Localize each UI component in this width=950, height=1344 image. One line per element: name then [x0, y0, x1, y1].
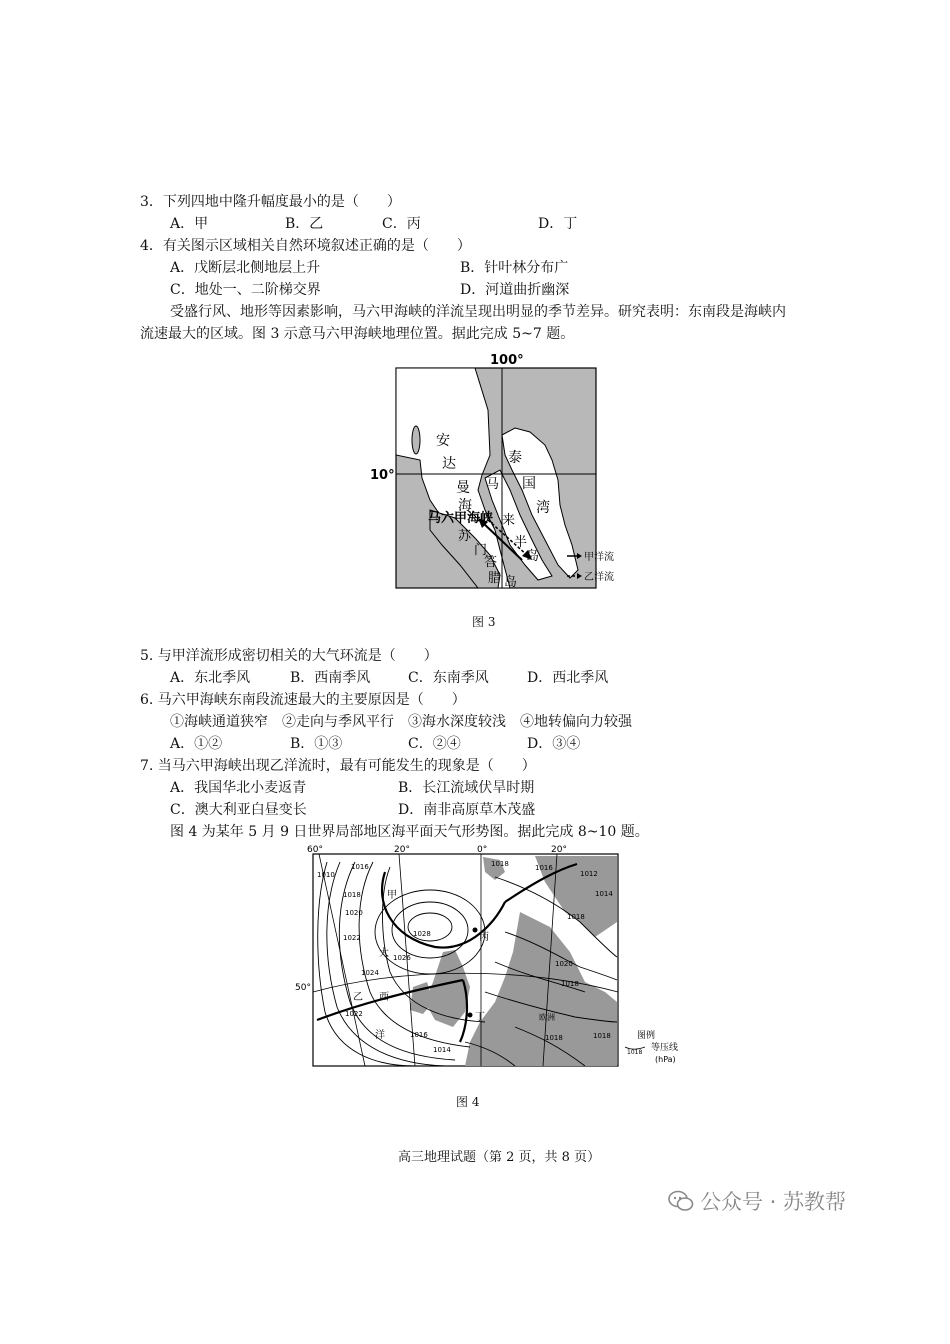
fig4-legend-title: 图例 [637, 1031, 656, 1041]
isobar-label: 1028 [413, 930, 431, 938]
isobar-label: 1026 [393, 954, 411, 962]
fig4-lon-1: 20° [394, 845, 410, 855]
q5-option-b: B．西南季风 [290, 670, 371, 686]
fig4-legend-text: 等压线 [651, 1043, 679, 1053]
isobar-label: 1018 [561, 980, 579, 988]
fig3-label-su: 苏 [458, 529, 472, 544]
watermark [668, 1186, 846, 1216]
fig3-label-la: 腊 [488, 571, 502, 586]
isobar-label: 1020 [555, 960, 573, 968]
fig3-label-wan: 湾 [536, 500, 550, 516]
fig3-label-da: 达 [442, 456, 456, 472]
fig3-label-hai: 海 [458, 498, 472, 514]
fig4-label-bing: 丙 [479, 932, 489, 943]
fig3-label-men: 门 [474, 543, 488, 558]
q4-option-d: D．河道曲折幽深 [460, 282, 570, 298]
isobar-label: 1018 [567, 913, 585, 921]
isobar-label: 1018 [545, 1034, 563, 1042]
isobar-label: 1012 [580, 870, 598, 878]
fig4-label-xi: 西 [379, 992, 389, 1003]
q6-option-c: C．②④ [408, 736, 461, 752]
q7-option-d: D．南非高原草木茂盛 [398, 802, 536, 818]
intro-8-10: 图 4 为某年 5 月 9 日世界局部地区海平面天气形势图。据此完成 8~10 题。 [170, 824, 649, 840]
q7-option-a: A．我国华北小麦返青 [170, 780, 307, 796]
isobar-label: 1018 [593, 1032, 611, 1040]
fig3-legend-a: 甲洋流 [584, 552, 614, 563]
isobar-label: 1018 [343, 891, 361, 899]
q4-option-a: A．戊断层北侧地层上升 [170, 260, 321, 276]
isobar-label: 1024 [361, 969, 379, 977]
fig3-label-ma: 马 [486, 477, 500, 492]
figure-4-map [295, 842, 705, 1072]
figure-4-caption: 图 4 [456, 1095, 480, 1109]
isobar-label: 1014 [595, 890, 613, 898]
fig3-lon-label: 100° [490, 353, 524, 368]
page-footer: 高三地理试题（第 2 页，共 8 页） [398, 1150, 601, 1165]
q5-option-c: C．东南季风 [408, 670, 489, 686]
q5-option-a: A．东北季风 [170, 670, 251, 686]
fig3-label-da2: 答 [484, 555, 498, 570]
q5-stem: 5. 与甲洋流形成密切相关的大气环流是（ ） [140, 648, 438, 664]
fig3-label-tai: 泰 [508, 450, 522, 466]
figure-3-map [360, 350, 630, 590]
figure-3-caption: 图 3 [472, 615, 496, 629]
isobar-label: 1016 [410, 1031, 428, 1039]
fig4-label-da: 大 [379, 948, 389, 959]
q3-stem: 3．下列四地中隆升幅度最小的是（ ） [140, 194, 401, 210]
fig3-lat-label: 10° [370, 468, 395, 483]
wechat-icon [668, 1190, 694, 1212]
q6-items: ①海峡通道狭窄 ②走向与季风平行 ③海水深度较浅 ④地转偏向力较强 [170, 714, 632, 730]
q7-stem: 7. 当马六甲海峡出现乙洋流时，最有可能发生的现象是（ ） [140, 758, 536, 774]
fig4-legend-unit: (hPa) [655, 1055, 676, 1064]
fig4-label-ding: 丁 [475, 1012, 485, 1023]
fig3-label-man: 曼 [456, 480, 470, 496]
q6-option-d: D．③④ [527, 736, 581, 752]
fig3-label-dao1: 岛 [526, 549, 540, 564]
fig3-label-lai: 来 [502, 513, 516, 528]
q7-option-c: C．澳大利亚白昼变长 [170, 802, 307, 818]
fig4-lat-label: 50° [295, 983, 311, 993]
fig4-lon-3: 20° [551, 845, 567, 855]
fig4-label-yi: 乙 [353, 992, 363, 1003]
q3-option-a: A．甲 [170, 216, 209, 232]
isobar-label: 1022 [343, 934, 361, 942]
q6-option-b: B．①③ [290, 736, 343, 752]
fig4-label-jia: 甲 [387, 890, 397, 901]
fig3-label-an: 安 [436, 433, 450, 449]
q7-option-b: B．长江流域伏旱时期 [398, 780, 535, 796]
q3-option-c: C．丙 [382, 216, 421, 232]
q4-option-c: C．地处一、二阶梯交界 [170, 282, 321, 298]
fig3-label-ban: 半 [514, 535, 528, 550]
isobar-label: 1020 [345, 909, 363, 917]
isobar-label: 1018 [491, 860, 509, 868]
q3-option-b: B．乙 [285, 216, 324, 232]
isobar-label: 1010 [317, 871, 335, 879]
intro-line-2: 流速最大的区域。图 3 示意马六甲海峡地理位置。据此完成 5~7 题。 [140, 326, 575, 342]
isobar-label: 1016 [535, 864, 553, 872]
fig4-lon-0: 60° [307, 845, 323, 855]
fig4-legend-value: 1018 [627, 1049, 643, 1056]
q3-option-d: D．丁 [538, 216, 578, 232]
fig3-label-dao2: 岛 [504, 575, 518, 590]
isobar-label: 1016 [351, 863, 369, 871]
q5-option-d: D．西北季风 [527, 670, 609, 686]
q6-stem: 6. 马六甲海峡东南段流速最大的主要原因是（ ） [140, 692, 466, 708]
q6-option-a: A．①② [170, 736, 223, 752]
fig4-label-yang: 洋 [375, 1030, 385, 1041]
fig4-lon-2: 0° [477, 845, 488, 855]
q4-stem: 4．有关图示区域相关自然环境叙述正确的是（ ） [140, 238, 471, 254]
q4-option-b: B．针叶林分布广 [460, 260, 569, 276]
fig3-legend-b: 乙洋流 [584, 572, 614, 583]
isobar-label: 1022 [345, 1010, 363, 1018]
fig4-label-europe: 欧洲 [539, 1013, 555, 1022]
watermark-text: 公众号 · 苏教帮 [700, 1190, 847, 1214]
isobar-label: 1014 [433, 1046, 451, 1054]
intro-line-1: 受盛行风、地形等因素影响，马六甲海峡的洋流呈现出明显的季节差异。研究表明：东南段是海峡内 [170, 304, 786, 320]
fig3-label-strait: 马六甲海峡 [428, 511, 494, 526]
fig3-label-guo: 国 [522, 476, 536, 492]
